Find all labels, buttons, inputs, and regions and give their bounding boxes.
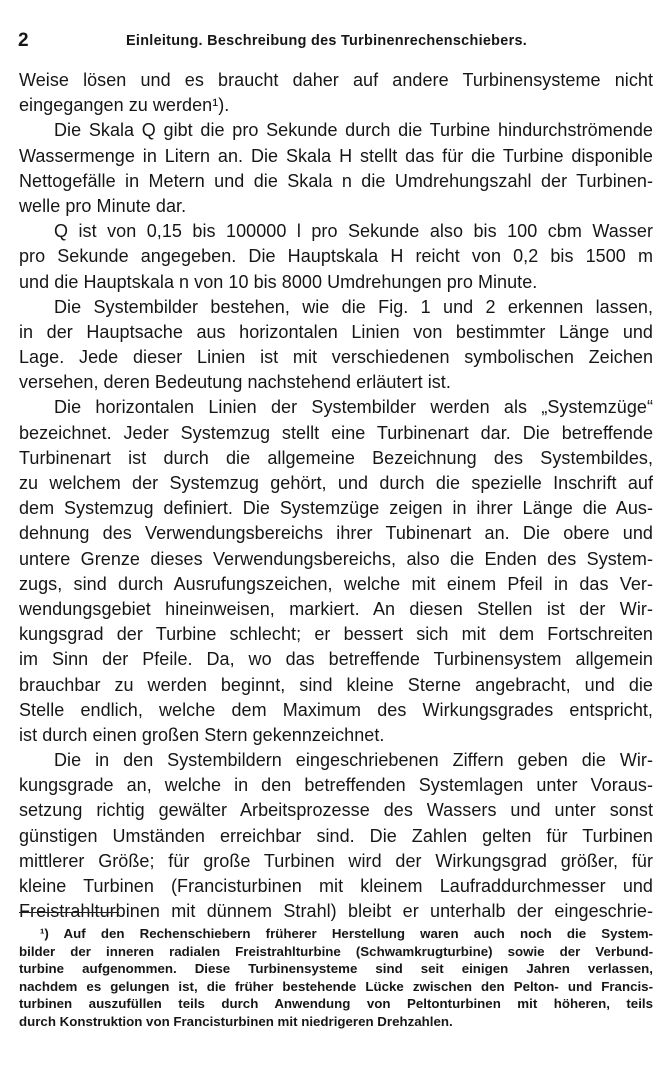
text-line: in der Hauptsache aus horizontalen Linien von bestimmter Länge und: [19, 321, 653, 342]
text-line: kleine Turbinen (Francisturbinen mit kleinem Laufraddurchmesser und: [19, 876, 653, 896]
text-line: untere Grenze dieses Verwendungsbereichs, also die Enden des System-: [19, 548, 653, 569]
text-line: mittlerer Größe; für große Turbinen wird der Wirkungsgrad größer, für: [19, 850, 653, 871]
text-line: dehnung des Verwendungsbereichs ihrer Tubinenart an. Die obere und: [19, 523, 653, 544]
text-line: Q ist von 0,15 bis 100000 l pro Sekunde also bis 100 cbm Wasser: [54, 221, 653, 242]
text-line: kungsgrade an, welche in den betreffenden Systemlagen unter Voraus-: [19, 775, 653, 796]
text-line: Die in den Systembildern eingeschriebenen Ziffern geben die Wir-: [54, 750, 653, 771]
footnote: [19, 925, 653, 1031]
text-line: im Sinn der Pfeile. Da, wo das betreffende Turbinensystem allgemein: [19, 649, 653, 670]
text-line: pro Sekunde angegeben. Die Hauptskala H reicht von 0,2 bis 1500 m: [19, 246, 653, 267]
text-line: günstigen Umständen erreichbar sind. Die Zahlen gelten für Turbinen: [19, 825, 653, 846]
page-header: [18, 30, 650, 54]
body-text: [19, 68, 653, 924]
text-line: dem Systemzug definiert. Die Systemzüge zeigen in ihrer Länge die Aus-: [19, 498, 653, 519]
footnote-line: turbine aufgenommen. Diese Turbinensysteme sind seit einigen Jahren verlassen,: [19, 961, 653, 977]
text-line: Nettogefälle in Metern und die Skala n die Umdrehungszahl der Turbinen-: [19, 170, 653, 191]
running-head: Einleitung. Beschreibung des Turbinenrechenschiebers.: [126, 33, 528, 49]
text-line: Die Skala Q gibt die pro Sekunde durch die Turbine hindurchströmende: [54, 120, 653, 141]
text-line: Weise lösen und es braucht daher auf andere Turbinensysteme nicht: [19, 70, 653, 90]
text-line: und die Hauptskala n von 10 bis 8000 Umdrehungen pro Minute.: [19, 271, 538, 292]
footnote-line: bilder der inneren radialen Freistrahlturbine (Schwamkrugturbine) sowie der Verbund-: [19, 943, 653, 959]
text-line: zugs, sind durch Ausrufungszeichen, welche mit einem Pfeil in das Ver-: [19, 573, 653, 594]
text-line: Freistrahlturbinen mit dünnem Strahl) bleibt er unterhalb der eingeschrie-: [19, 901, 653, 922]
text-line: Turbinenart ist durch die allgemeine Bezeichnung des Systembildes,: [19, 447, 653, 468]
footnote-line: ¹) Auf den Rechenschiebern früherer Herstellung waren auch noch die System-: [40, 926, 653, 941]
footnote-rule: [19, 912, 119, 913]
text-line: kungsgrad der Turbine schlecht; er bessert sich mit dem Fortschreiten: [19, 624, 653, 645]
text-line: brauchbar zu werden beginnt, sind kleine Sterne angebracht, und die: [19, 674, 653, 695]
footnote-line: nachdem es gelungen ist, die früher bestehende Lücke zwischen den Pelton- und Francis-: [19, 978, 653, 994]
text-line: ist durch einen großen Stern gekennzeichnet.: [19, 724, 385, 745]
text-line: versehen, deren Bedeutung nachstehend erläutert ist.: [19, 372, 451, 393]
text-line: Lage. Jede dieser Linien ist mit verschiedenen symbolischen Zeichen: [19, 347, 653, 368]
text-line: Stelle endlich, welche dem Maximum des Wirkungsgrades entspricht,: [19, 699, 653, 720]
text-line: setzung richtig gewälter Arbeitsprozesse des Wassers und unter sonst: [19, 800, 653, 821]
text-line: zu welchem der Systemzug gehört, und durch die spezielle Inschrift auf: [19, 473, 653, 493]
footnote-line: durch Konstruktion von Francisturbinen mit niedrigeren Drehzahlen.: [19, 1013, 453, 1029]
text-line: bezeichnet. Jeder Systemzug stellt eine Turbinenart dar. Die betreffende: [19, 422, 653, 443]
text-line: eingegangen zu werden¹).: [19, 95, 230, 116]
text-line: Wassermenge in Litern an. Die Skala H stellt das für die Turbine disponible: [19, 145, 653, 166]
text-line: Die Systembilder bestehen, wie die Fig. 1 und 2 erkennen lassen,: [54, 296, 653, 317]
text-line: welle pro Minute dar.: [19, 195, 187, 216]
text-line: wendungsgebiet hineinweisen, markiert. An diesen Stellen ist der Wir-: [19, 598, 653, 619]
page-number: 2: [18, 30, 29, 51]
text-line: Die horizontalen Linien der Systembilder werden als „Systemzüge“: [54, 397, 653, 418]
footnote-line: turbinen auszufüllen teils durch Anwendung von Peltonturbinen mit höheren, teils: [19, 996, 653, 1012]
